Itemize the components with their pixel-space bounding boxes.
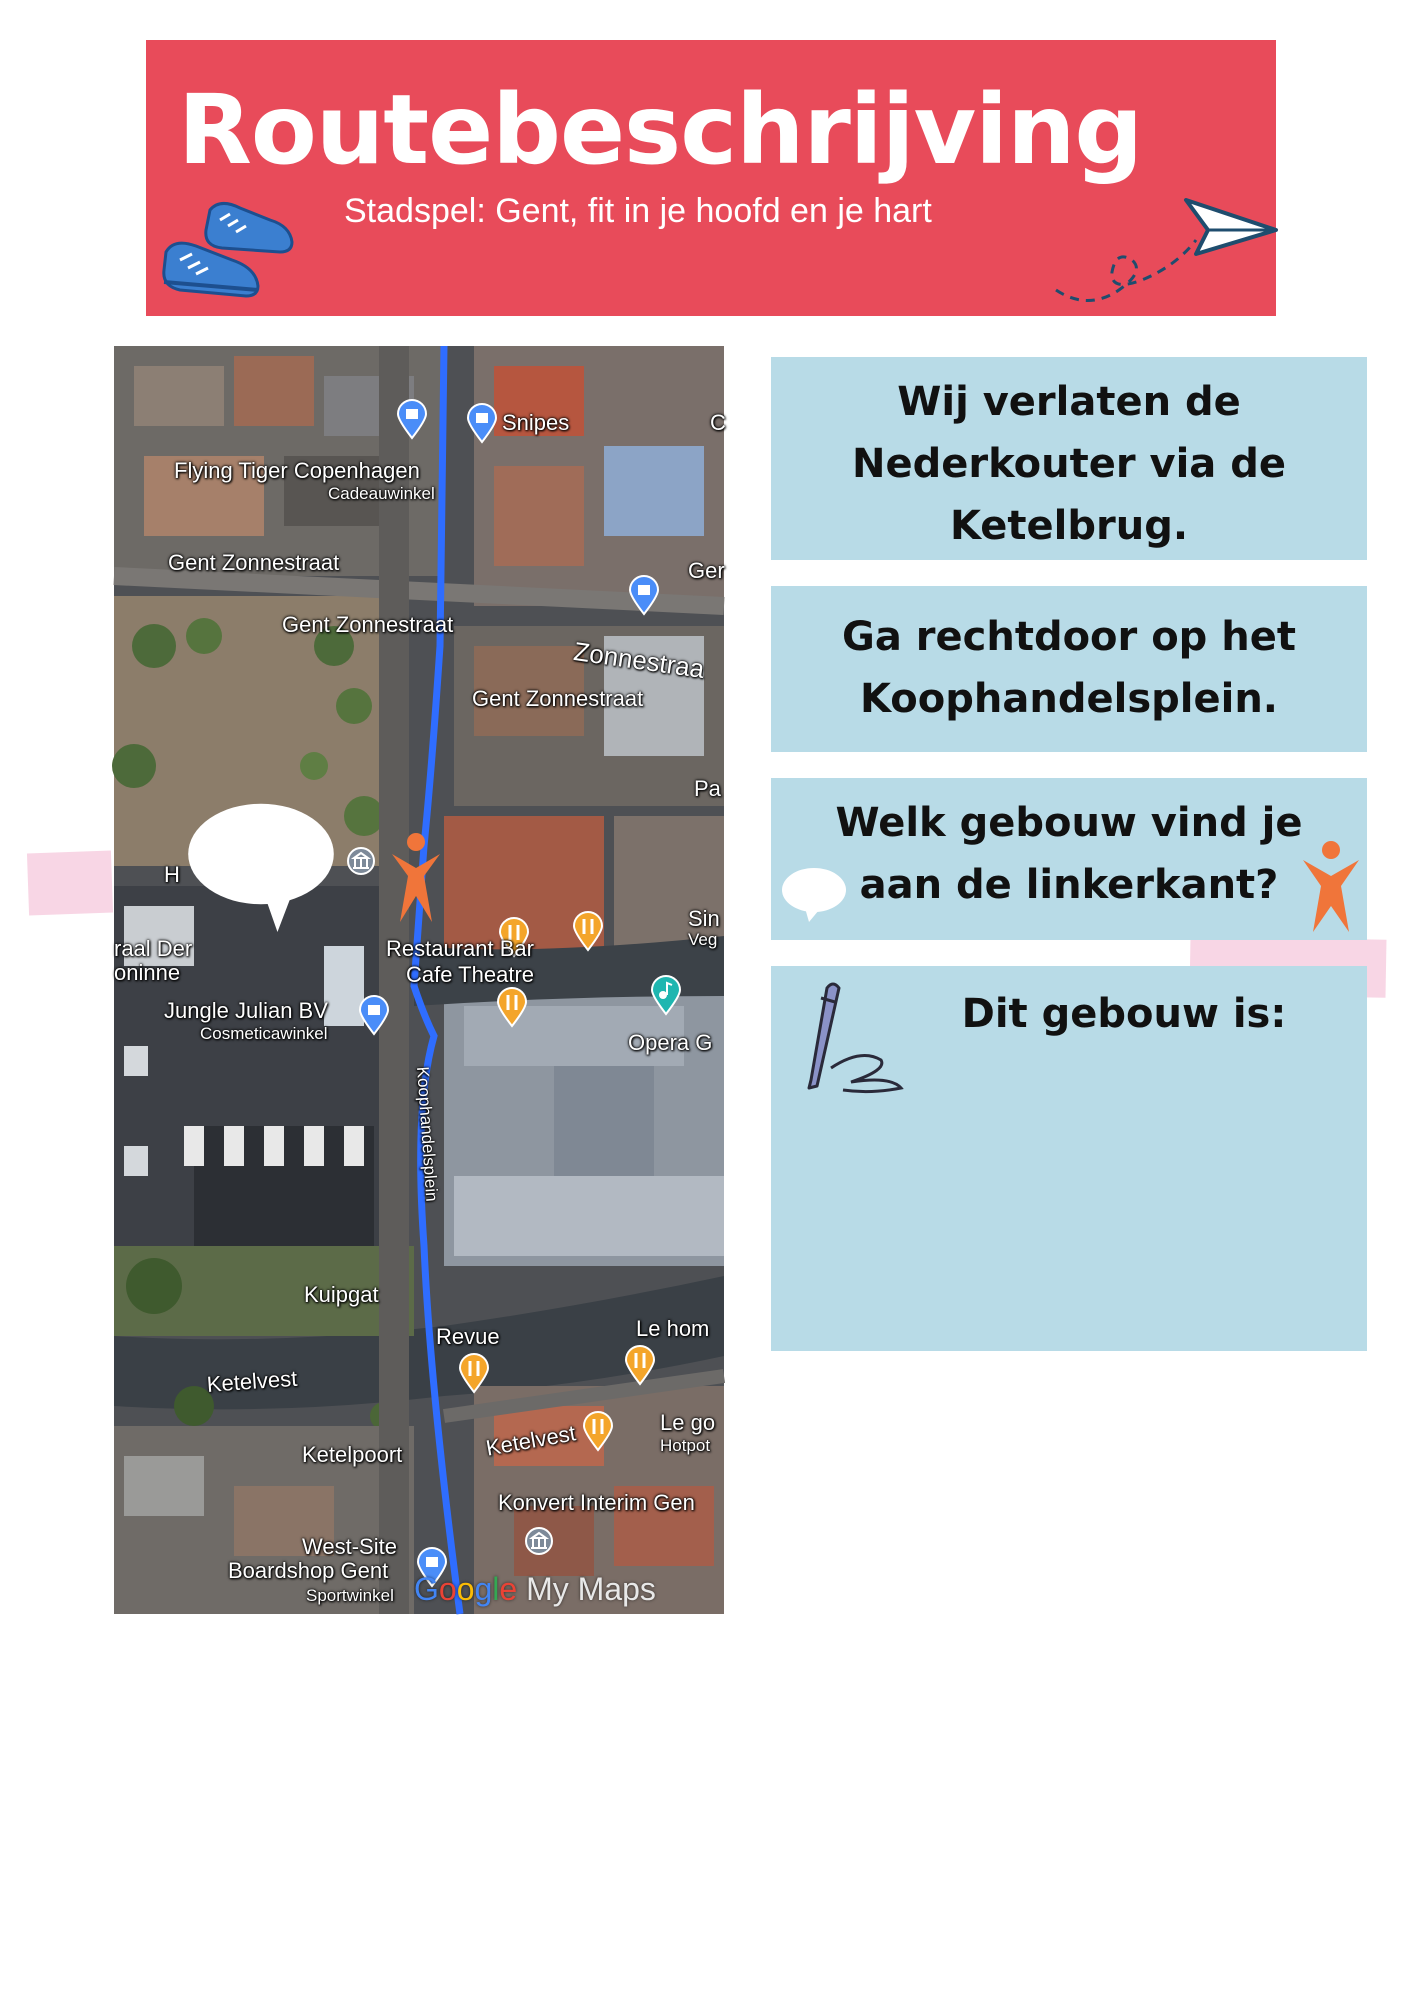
map-label-h: H — [164, 862, 180, 887]
instruction-text-1: Wij verlaten de Nederkouter via de Ketelbrug. — [852, 379, 1286, 549]
question-box — [771, 778, 1367, 940]
map-label-sportwinkel: Sportwinkel — [306, 1586, 394, 1605]
answer-box[interactable] — [771, 966, 1367, 1351]
restaurant-pin-icon[interactable] — [624, 1344, 656, 1386]
map-label-hotpot: Hotpot — [660, 1436, 711, 1455]
map-label-koophandelsplein: Koophandelsplein — [413, 1066, 442, 1203]
header-banner — [146, 40, 1276, 316]
person-icon — [388, 832, 444, 924]
map-label-oninne: oninne — [114, 960, 181, 985]
restaurant-pin-icon[interactable] — [572, 910, 604, 952]
map-label-boardshop: Boardshop Gent — [228, 1558, 389, 1583]
instruction-text-2: Ga rechtdoor op het Koophandelsplein. — [842, 614, 1296, 722]
person-icon — [1301, 840, 1361, 934]
question-text: Welk gebouw vind je aan de linkerkant? — [835, 800, 1303, 908]
map-label-c: C — [710, 410, 726, 435]
shop-pin-icon[interactable] — [396, 398, 428, 440]
page-title: Routebeschrijving — [178, 74, 1143, 186]
map-label-konvert: Konvert Interim Gen — [498, 1490, 695, 1515]
map-label-pa: Pa — [694, 776, 721, 801]
map-label-ketelvest-2: Ketelvest — [484, 1420, 578, 1461]
instruction-box-1 — [771, 357, 1367, 560]
map-label-veg: Veg — [688, 930, 718, 949]
map-label-revue: Revue — [436, 1324, 500, 1349]
page-subtitle: Stadspel: Gent, fit in je hoofd en je hart — [344, 192, 932, 230]
map-label-opera: Opera G — [628, 1030, 713, 1055]
sneakers-icon — [160, 190, 310, 310]
map-label-ketelpoort: Ketelpoort — [302, 1442, 403, 1467]
map-label-gent-zonnestraat-1: Gent Zonnestraat — [168, 550, 340, 575]
decorative-tape-left — [27, 851, 113, 916]
shop-pin-icon[interactable] — [628, 574, 660, 616]
map-label-zonnestraat: Zonnestraa — [571, 636, 707, 685]
map-label-jungle-julian: Jungle Julian BV — [164, 998, 328, 1023]
map-label-ger: Ger — [688, 558, 725, 583]
map-label-le-go: Le go — [660, 1410, 716, 1435]
map-label-le-hom: Le hom — [636, 1316, 710, 1341]
map-label-gent-zonnestraat-3: Gent Zonnestraat — [472, 686, 644, 711]
map-label-restaurant-bar: Restaurant Bar — [386, 936, 534, 961]
speech-bubble-icon — [781, 866, 847, 922]
map-label-flying-tiger: Flying Tiger Copenhagen — [174, 458, 420, 483]
map-label-kuipgat: Kuipgat — [304, 1282, 379, 1307]
restaurant-pin-icon[interactable] — [496, 986, 528, 1028]
satellite-map[interactable] — [114, 346, 724, 1614]
map-label-sin: Sin — [688, 906, 720, 931]
map-label-ketelvest-1: Ketelvest — [206, 1365, 299, 1397]
restaurant-pin-icon[interactable] — [582, 1410, 614, 1452]
shop-pin-icon[interactable] — [358, 994, 390, 1036]
map-label-raal-der: raal Der — [114, 936, 193, 961]
google-my-maps-watermark: Google My Maps — [414, 1571, 656, 1607]
pen-icon — [791, 978, 911, 1108]
instruction-box-2 — [771, 586, 1367, 752]
restaurant-pin-icon[interactable] — [458, 1352, 490, 1394]
paper-plane-icon — [1046, 180, 1286, 310]
music-pin-icon[interactable] — [650, 974, 682, 1016]
landmark-pin-icon[interactable] — [346, 846, 376, 876]
map-label-west-site: West-Site — [302, 1534, 397, 1559]
map-label-cosmeticawinkel: Cosmeticawinkel — [200, 1024, 328, 1043]
map-label-cafe-theatre: Cafe Theatre — [406, 962, 535, 987]
answer-prompt: Dit gebouw is: — [961, 991, 1287, 1037]
map-label-cadeauwinkel: Cadeauwinkel — [328, 484, 435, 503]
map-label-snipes: Snipes — [502, 410, 570, 435]
map-label-gent-zonnestraat-2: Gent Zonnestraat — [282, 612, 454, 637]
shop-pin-icon[interactable] — [466, 402, 498, 444]
speech-bubble-icon — [176, 802, 346, 932]
landmark-pin-icon[interactable] — [524, 1526, 554, 1556]
